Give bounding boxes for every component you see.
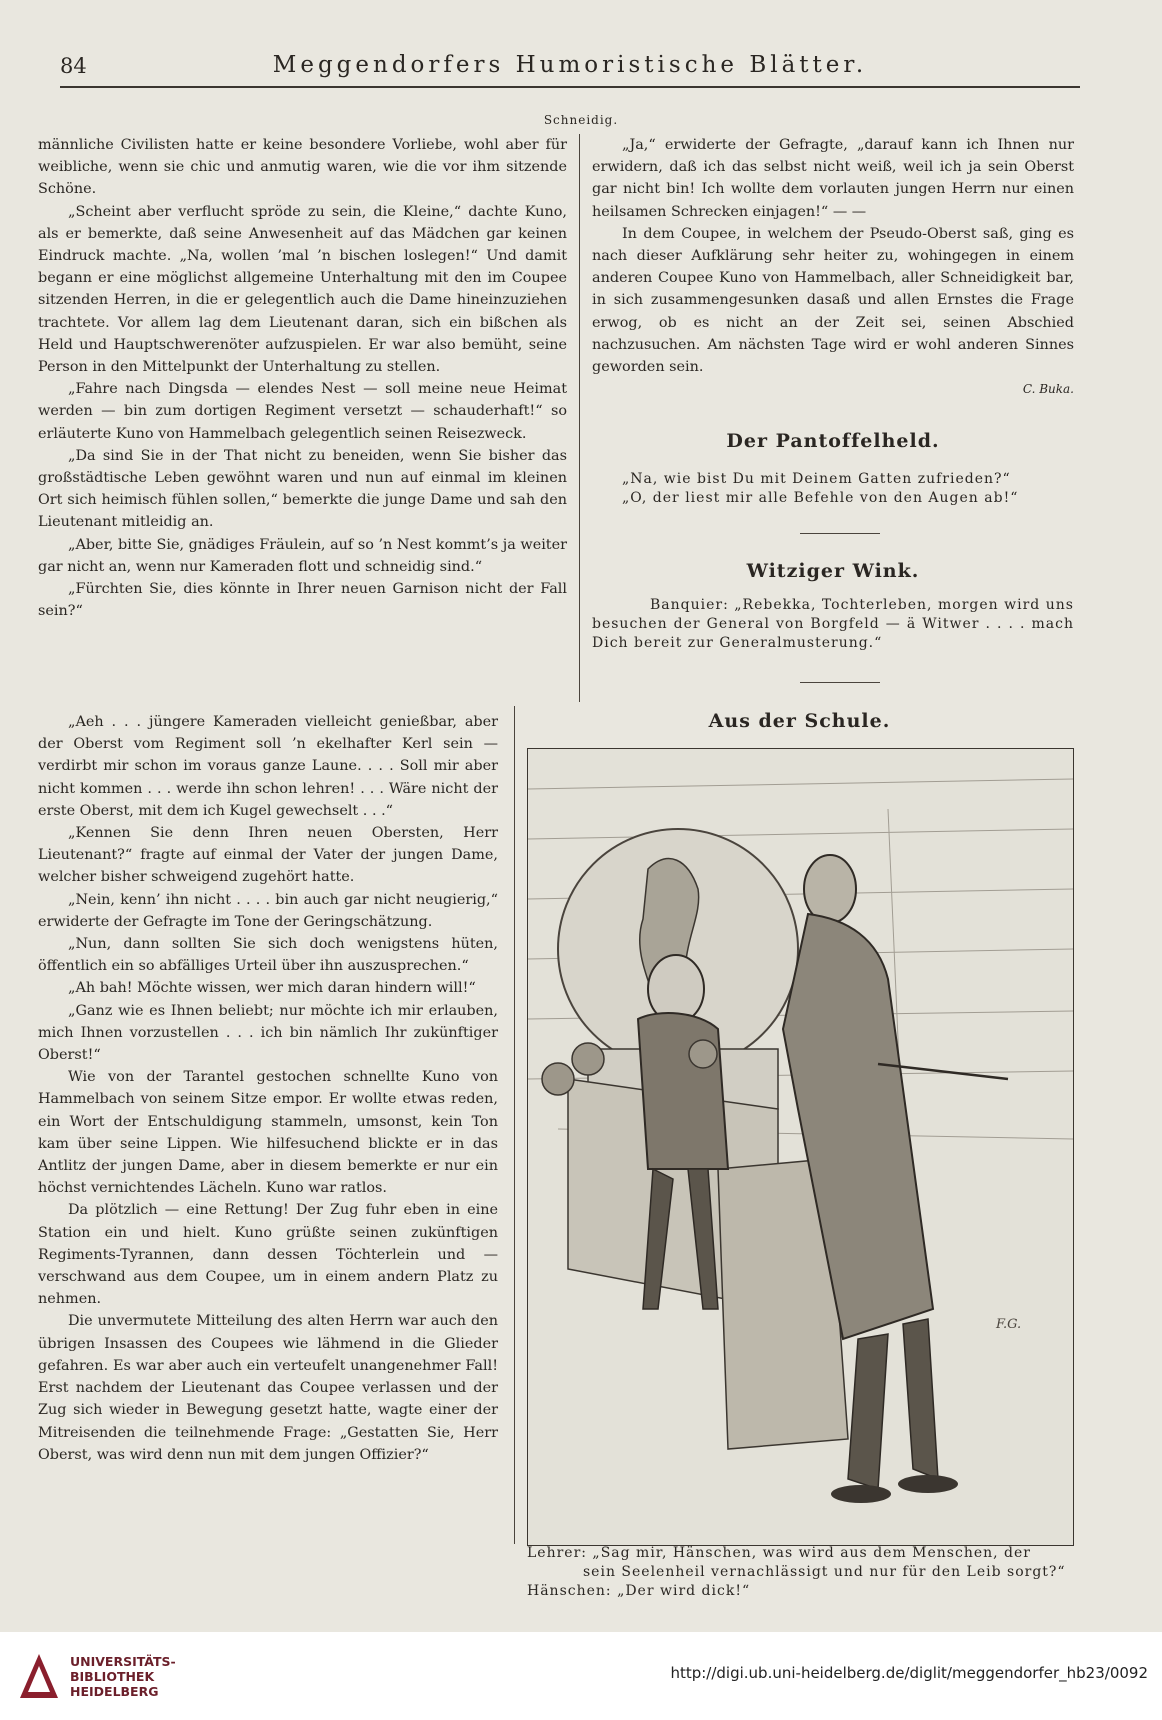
- pantoffelheld-text: [592, 470, 1074, 508]
- library-name-line-2: BIBLIOTHEK: [70, 1669, 155, 1684]
- schoolroom-drawing: [528, 749, 1073, 1545]
- library-logo-icon: [18, 1652, 60, 1700]
- story-paragraph: „Ganz wie es Ihnen beliebt; nur möchte ich mir erlauben, mich Ihnen vorzustellen . . . ich bin nämlich Ihr zukünftiger Oberst!“: [38, 1002, 498, 1064]
- artist-monogram: F.G.: [996, 1317, 1022, 1332]
- story-column-right: [592, 134, 1074, 400]
- wink-text: Banquier: „Rebekka, Tochterleben, morgen wird uns besuchen der General von Borgfeld — ä Witwer . . . . mach Dich bereit zur Generalmusterung.“: [592, 597, 1074, 651]
- story-column-left-bottom: [38, 711, 498, 1466]
- story-paragraph: „Ja,“ erwiderte der Gefragte, „darauf kann ich Ihnen nur erwidern, daß ich das selbst nicht weiß, weil ich ja sein Oberst gar nicht bin! Ich wollte dem vorlauten jungen Herrn nur einen heilsamen Schrecken einjagen!“ — —: [592, 137, 1074, 220]
- schoolroom-illustration: [527, 748, 1074, 1546]
- story-author: C. Buka.: [1022, 382, 1074, 397]
- story-paragraph: „Aber, bitte Sie, gnädiges Fräulein, auf so ’n Nest kommt’s ja weiter gar nicht an, wenn nur Kameraden flott und schneidig sind.“: [38, 536, 567, 575]
- story-paragraph: „Da sind Sie in der That nicht zu beneiden, wenn Sie bisher das großstädtische Leben gewöhnt waren und nun auf einmal im kleinen Ort sich heimisch fühlen sollen,“ bemerkte die junge Dame und sah den Lieutenant mitleidig an.: [38, 447, 567, 531]
- story-running-title: Schneidig.: [543, 113, 619, 127]
- schule-title: Aus der Schule.: [708, 710, 891, 732]
- story-paragraph: „Fürchten Sie, dies könnte in Ihrer neuen Garnison nicht der Fall sein?“: [38, 581, 567, 620]
- column-rule-lower: [514, 706, 515, 1544]
- caption-line-2: sein Seelenheil vernachlässigt und nur für den Leib sorgt?“: [583, 1564, 1066, 1580]
- story-paragraph: „Nun, dann sollten Sie sich doch wenigstens hüten, öffentlich ein so abfälliges Urteil über ihn auszusprechen.“: [38, 936, 498, 975]
- journal-title: Meggendorfers Humoristische Blätter.: [272, 52, 868, 78]
- header-rule: [60, 86, 1080, 88]
- story-paragraph: männliche Civilisten hatte er keine besondere Vorliebe, wohl aber für weibliche, wenn sie chic und anmutig waren, wie die vor ihm sitzende Schöne.: [38, 137, 567, 198]
- story-paragraph: Da plötzlich — eine Rettung! Der Zug fuhr eben in eine Station ein und hielt. Kuno grüßte seinen zukünftigen Regiments-Tyrannen, dann dessen Töchterlein und — verschwand aus dem Coupee, um in einem andern Platz zu nehmen.: [38, 1202, 498, 1308]
- pantoffelheld-line-1: „Na, wie bist Du mit Deinem Gatten zufrieden?“: [622, 471, 1011, 487]
- story-paragraph: Die unvermutete Mitteilung des alten Herrn war auch den übrigen Insassen des Coupees wie lähmend in die Glieder gefahren. Es war aber auch ein verteufelt unangenehmer Fall! Erst nachdem der Lieutenant das Coupee verlassen und der Zug sich wieder in Bewegung gesetzt hatte, wagte einer der Mitreisenden die teilnehmende Frage: „Gestatten Sie, Herr Oberst, was wird denn nun mit dem jungen Offizier?“: [38, 1313, 498, 1463]
- story-paragraph: „Ah bah! Möchte wissen, wer mich daran hindern will!“: [68, 980, 476, 997]
- pantoffelheld-line-2: „O, der liest mir alle Befehle von den Augen ab!“: [622, 490, 1019, 506]
- page-number: 84: [60, 54, 87, 78]
- library-name-line-3: HEIDELBERG: [70, 1684, 159, 1699]
- story-paragraph: In dem Coupee, in welchem der Pseudo-Oberst saß, ging es nach dieser Aufklärung sehr heiter zu, wohingegen in einem anderen Coupee Kuno von Hammelbach, aller Schneidigkeit bar, in sich zusammengesunken dasaß und allen Ernstes die Frage erwog, ob es nicht an der Zeit sei, seinen Abschied nachzusuchen. Am nächsten Tage wird er wohl anderen Sinnes geworden sein.: [592, 225, 1074, 376]
- section-separator: [800, 682, 880, 683]
- story-paragraph: Wie von der Tarantel gestochen schnellte Kuno von Hammelbach von seinem Sitze empor. Er wollte etwas reden, ein Wort der Entschuldigung stammeln, umsonst, kein Ton kam über seine Lippen. Wie hilfesuchend blickte er in das Antlitz der jungen Dame, aber in diesem bemerkte er nur ein höchst vernichtendes Lächeln. Kuno war ratlos.: [38, 1069, 498, 1197]
- page-header: [60, 52, 1080, 86]
- caption-line-3: Hänschen: „Der wird dick!“: [527, 1583, 751, 1599]
- story-paragraph: „Kennen Sie denn Ihren neuen Obersten, Herr Lieutenant?“ fragte auf einmal der Vater der jungen Dame, welcher bisher schweigend zugehört hatte.: [38, 825, 498, 886]
- section-separator: [800, 533, 880, 534]
- pantoffelheld-title: Der Pantoffelheld.: [726, 430, 940, 452]
- story-paragraph: „Fahre nach Dingsda — elendes Nest — soll meine neue Heimat werden — bin zum dortigen Regiment versetzt — schauderhaft!“ so erläuterte Kuno von Hammelbach gelegentlich seinen Reisezweck.: [38, 381, 567, 442]
- library-footer: [0, 1632, 1162, 1720]
- schule-caption: [527, 1544, 1072, 1601]
- library-name-line-1: UNIVERSITÄTS-: [70, 1654, 176, 1669]
- story-paragraph: „Scheint aber verflucht spröde zu sein, die Kleine,“ dachte Kuno, als er bemerkte, daß seine Anwesenheit auf das Mädchen gar keinen Eindruck machte. „Na, wollen ’mal ’n bischen loslegen!“ Und damit begann er eine möglichst allgemeine Unterhaltung mit den im Coupee sitzenden Herren, in die er gelegentlich auch die Dame hineinzuziehen trachtete. Vor allem lag dem Lieutenant daran, sich ein bißchen als Held und Hauptschwerenöter aufzuspielen. Er war also bemüht, seine Person in den Mittelpunkt der Unterhaltung zu stellen.: [38, 203, 567, 376]
- column-rule-upper: [579, 134, 580, 702]
- story-paragraph: „Aeh . . . jüngere Kameraden vielleicht genießbar, aber der Oberst vom Regiment soll ’n ekelhafter Kerl sein — verdirbt mir schon im voraus ganze Laune. . . . Soll mir aber nicht kommen . . . werde ihn schon lehren! . . . Wäre nicht der erste Oberst, mit dem ich Kugel gewechselt . . .“: [38, 714, 498, 819]
- story-paragraph: „Nein, kenn’ ihn nicht . . . . bin auch gar nicht neugierig,“ erwiderte der Gefragte im Tone der Geringschätzung.: [38, 891, 498, 930]
- story-column-left-top: [38, 134, 567, 622]
- library-name: [70, 1654, 176, 1699]
- source-url-link[interactable]: http://digi.ub.uni-heidelberg.de/diglit/meggendorfer_hb23/0092: [670, 1664, 1148, 1682]
- caption-line-1: Lehrer: „Sag mir, Hänschen, was wird aus dem Menschen, der: [527, 1545, 1031, 1561]
- wink-title: Witziger Wink.: [746, 560, 920, 582]
